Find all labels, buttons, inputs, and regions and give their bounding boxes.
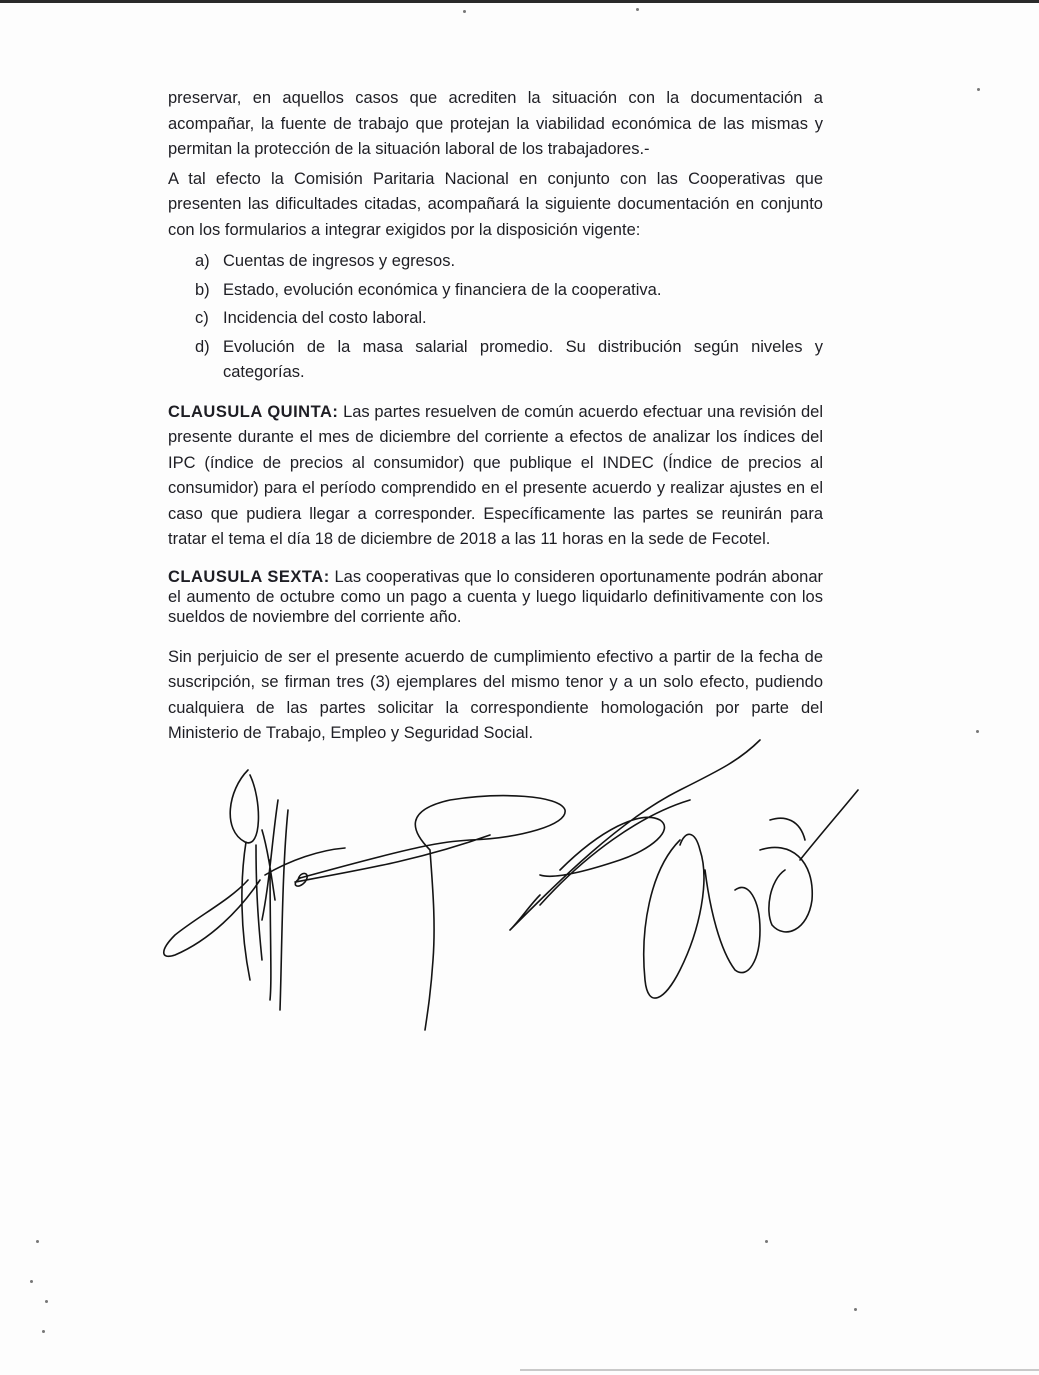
list-item <box>168 278 823 304</box>
signature-1 <box>164 770 345 1010</box>
list-marker: b) <box>195 280 210 299</box>
scan-speck <box>854 1308 857 1311</box>
scan-speck <box>30 1280 33 1283</box>
scan-top-edge <box>0 0 1039 3</box>
scan-speck <box>45 1300 48 1303</box>
scan-speck <box>463 10 466 13</box>
clausula-sexta-label: CLAUSULA SEXTA: <box>168 567 330 586</box>
clausula-sexta <box>168 567 823 627</box>
list-marker: a) <box>195 252 210 270</box>
scan-speck <box>976 730 979 733</box>
scan-bottom-edge <box>520 1369 1039 1371</box>
clausula-sexta-text: Las cooperativas que lo consideren oportunamente podrán abonar el aumento de octubre como un pago a cuenta y luego liquidarlo definitivamente con los sueldos de noviembre del corriente año. <box>168 567 823 626</box>
clausula-quinta <box>168 400 823 553</box>
documentation-list <box>168 249 823 386</box>
documentation-paragraph: A tal efecto la Comisión Paritaria Nacional en conjunto con las Cooperativas que presenten las dificultades citadas, acompañará la siguiente documentación en conjunto con los formularios a integrar exigidos por la disposición vigente: <box>168 169 823 239</box>
document-body <box>168 86 823 747</box>
list-item-text: Estado, evolución económica y financiera de la cooperativa. <box>223 280 662 299</box>
list-item-text: Cuentas de ingresos y egresos. <box>223 252 456 270</box>
list-item <box>168 335 823 386</box>
signature-3 <box>510 740 760 930</box>
signature-4 <box>644 790 858 998</box>
scan-speck <box>977 88 980 91</box>
list-marker: c) <box>195 309 209 327</box>
scan-speck <box>36 1240 39 1243</box>
signature-2 <box>295 796 565 1030</box>
scan-speck <box>636 8 639 11</box>
list-item-text: Incidencia del costo laboral. <box>223 309 427 327</box>
list-item <box>168 249 823 275</box>
list-item <box>168 306 823 332</box>
list-marker: d) <box>195 337 210 356</box>
list-item-text: Evolución de la masa salarial promedio. Su distribución según niveles y categorías. <box>223 337 823 381</box>
intro-paragraph: preservar, en aquellos casos que acrediten la situación con la documentación a acompañar, la fuente de trabajo que protejan la viabilidad económica de las mismas y permitan la protección de la situación laboral de los trabajadores.- <box>168 89 823 158</box>
scan-speck <box>765 1240 768 1243</box>
scan-speck <box>42 1330 45 1333</box>
clausula-quinta-label: CLAUSULA QUINTA: <box>168 402 339 421</box>
clausula-quinta-text: Las partes resuelven de común acuerdo efectuar una revisión del presente durante el mes de diciembre del corriente a efectos de analizar los índices del IPC (índice de precios al consumidor) que publique el INDEC (Índice de precios al consumidor) para el período comprendido en el presente acuerdo y realizar ajustes en el caso que pudiera llegar a corresponder. Específicamente las partes se reunirán para tratar el tema el día 18 de diciembre de 2018 a las 11 horas en la sede de Fecotel. <box>168 402 823 548</box>
closing-paragraph: Sin perjuicio de ser el presente acuerdo de cumplimiento efectivo a partir de la fecha de suscripción, se firman tres (3) ejemplares del mismo tenor y a un solo efecto, pudiendo cualquiera de las partes solicitar la correspondiente homologación por parte del Ministerio de Trabajo, Empleo y Seguridad Social. <box>168 647 823 742</box>
